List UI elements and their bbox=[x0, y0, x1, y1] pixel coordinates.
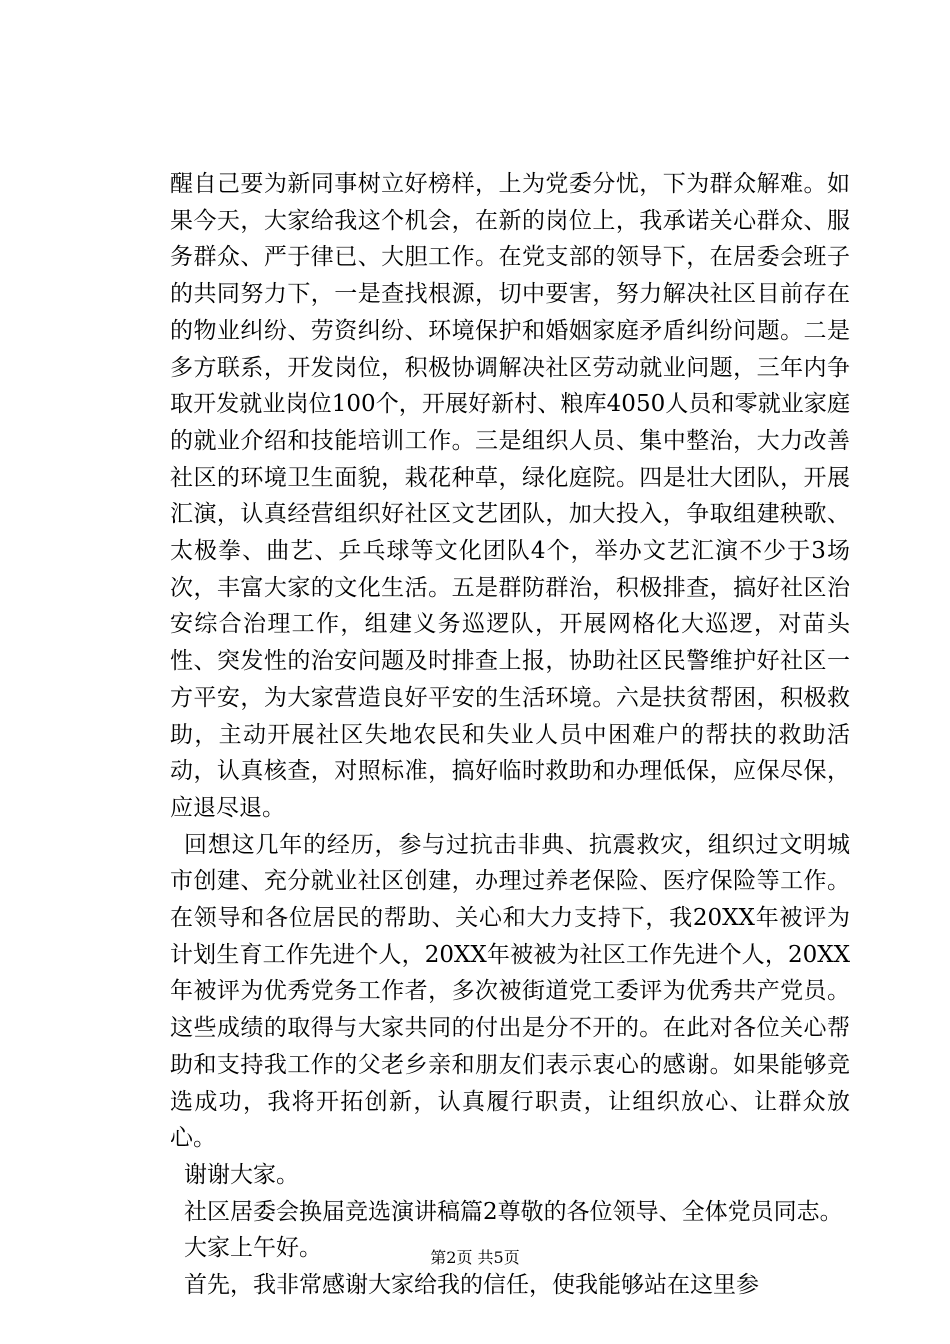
paragraph-thanks: 谢谢大家。 bbox=[184, 1161, 299, 1188]
page-number-footer: 第2页 共5页 bbox=[430, 1248, 520, 1267]
paragraph-continued: 醒自己要为新同事树立好榜样，上为党委分忧，下为群众解难。如果今天，大家给我这个机会，在新的岗位上，我承诺关心群众、服务群众、严于律已、大胆工作。在党支部的领导下，在居委会班子的共同努力下，一是查找根源，切中要害，努力解决社区目前存在的物业纠纷、劳资纠纷、环境保护和婚姻家庭矛盾纠纷问题。二是多方联系，开发岗位，积极协调解决社区劳动就业问题，三年内争取开发就业岗位100个，开展好新村、粮库4050人员和零就业家庭的就业介绍和技能培训工作。三是组织人员、集中整治，大力改善社区的环境卫生面貌，栽花种草，绿化庭院。四是壮大团队，开展汇演，认真经营组织好社区文艺团队，加大投入，争取组建秧歌、太极拳、曲艺、乒乓球等文化团队4个，举办文艺汇演不少于3场次，丰富大家的文化生活。五是群防群治，积极排查，搞好社区治安综合治理工作，组建义务巡逻队，开展网格化大巡逻，对苗头性、突发性的治安问题及时排查上报，协助社区民警维护好社区一方平安，为大家营造良好平安的生活环境。六是扶贫帮困，积极救助，主动开展社区失地农民和失业人员中困难户的帮扶的救助活动，认真核查，对照标准，搞好临时救助和办理低保，应保尽保，应退尽退。 bbox=[170, 171, 850, 821]
paragraph-opening: 首先，我非常感谢大家给我的信任，使我能够站在这里参 bbox=[184, 1272, 759, 1299]
document-body bbox=[170, 166, 850, 1304]
paragraph-experience: 回想这几年的经历，参与过抗击非典、抗震救灾，组织过文明城市创建、充分就业社区创建，办理过养老保险、医疗保险等工作。在领导和各位居民的帮助、关心和大力支持下，我20XX年被评为计划生育工作先进个人，20XX年被被为社区工作先进个人，20XX年被评为优秀党务工作者，多次被街道党工委评为优秀共产党员。这些成绩的取得与大家共同的付出是分不开的。在此对各位关心帮助和支持我工作的父老乡亲和朋友们表示衷心的感谢。如果能够竞选成功，我将开拓创新，认真履行职责，让组织放心、让群众放心。 bbox=[170, 831, 850, 1152]
paragraph-speech-2-heading: 社区居委会换届竞选演讲稿篇2尊敬的各位领导、全体党员同志。 bbox=[184, 1198, 843, 1225]
paragraph-greeting: 大家上午好。 bbox=[184, 1235, 322, 1262]
